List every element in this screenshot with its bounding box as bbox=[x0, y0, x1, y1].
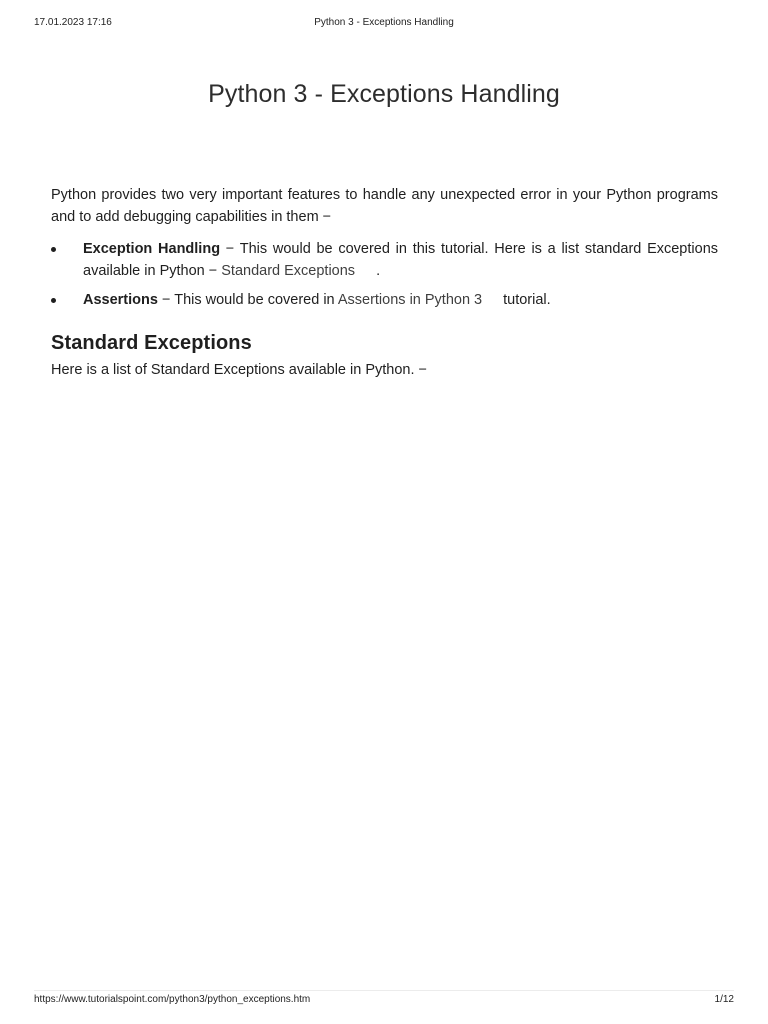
list-item-exception-handling bbox=[51, 238, 718, 282]
print-header bbox=[34, 17, 734, 31]
bullet-tail: tutorial. bbox=[503, 292, 551, 308]
bullet-icon bbox=[51, 247, 56, 252]
section-text: Here is a list of Standard Exceptions available in Python. − bbox=[51, 362, 428, 378]
print-datetime: 17.01.2023 17:16 bbox=[34, 17, 112, 28]
page-number: 1/12 bbox=[714, 994, 734, 1005]
bullet-term: Assertions bbox=[83, 292, 158, 308]
assertions-link[interactable]: Assertions in Python 3 bbox=[337, 292, 483, 308]
intro-paragraph: Python provides two very important features to handle any unexpected error in your Python programs and to add debugging capabilities in them − bbox=[51, 187, 718, 225]
section-heading: Standard Exceptions bbox=[51, 332, 252, 354]
bullet-text: − This would be covered in this tutorial. Here is a list standard Exceptions available in Python − bbox=[83, 241, 719, 279]
standard-exceptions-link[interactable]: Standard Exceptions bbox=[221, 263, 356, 279]
bullet-tail: . bbox=[376, 263, 381, 279]
footer-divider bbox=[34, 990, 734, 991]
bullet-term: Exception Handling bbox=[83, 241, 221, 257]
page-title: Python 3 - Exceptions Handling bbox=[208, 80, 560, 108]
list-item-assertions bbox=[51, 289, 718, 311]
bullet-icon bbox=[51, 298, 56, 303]
feature-list bbox=[51, 238, 718, 311]
print-footer bbox=[34, 994, 734, 1008]
bullet-text: − This would be covered in bbox=[157, 292, 338, 308]
article-body bbox=[51, 184, 718, 381]
print-header-title: Python 3 - Exceptions Handling bbox=[314, 17, 454, 28]
page-url: https://www.tutorialspoint.com/python3/python_exceptions.htm bbox=[34, 994, 311, 1005]
